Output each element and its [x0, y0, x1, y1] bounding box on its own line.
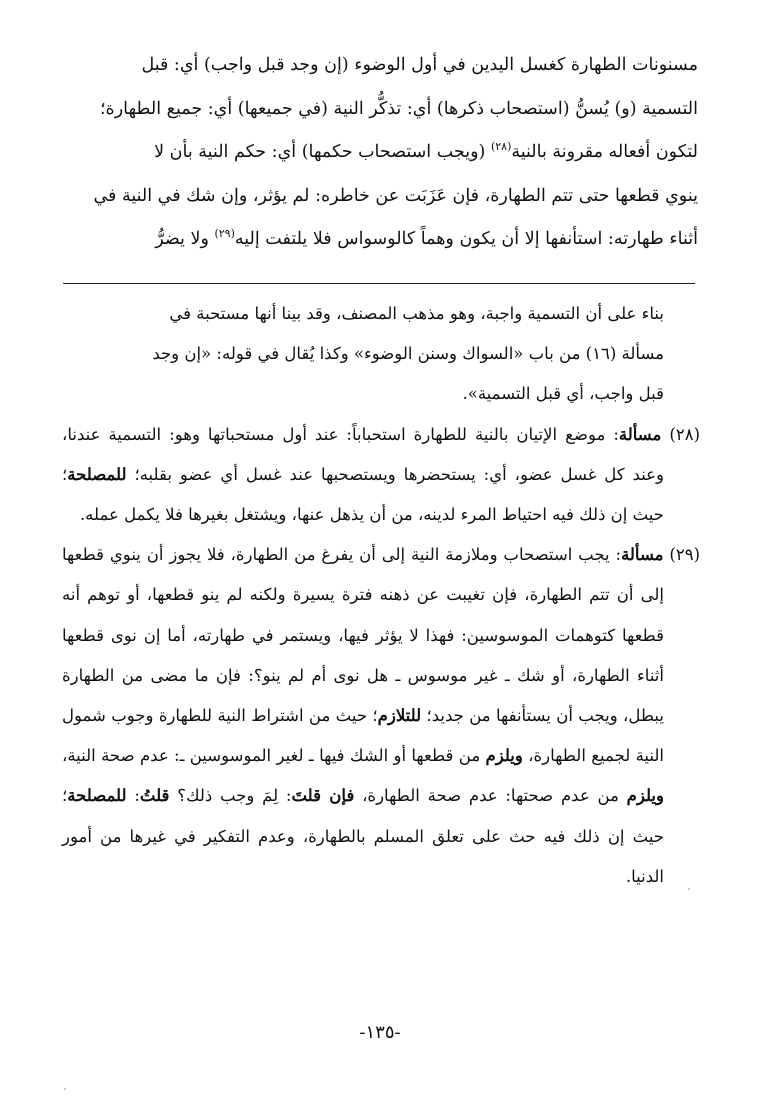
bold-term: قلتُ [139, 786, 170, 806]
scan-speck [64, 1088, 66, 1090]
footnote-text: : موضع الإتيان بالنية للطهارة استحباباً: عند أول مستحباتها وهو: [169, 424, 619, 444]
main-body-text [62, 44, 698, 262]
footnote-ref-29: (٢٩) [214, 227, 235, 241]
bold-term: فإن قلتَ [291, 786, 355, 806]
footnote-ref-28: (٢٨) [490, 140, 512, 154]
footnote-text: ؛ [62, 786, 68, 806]
footnote-text: : [126, 786, 140, 806]
footnote-text: حيث إن ذلك فيه حث على تعلق المسلم بالطهارة، وعدم التفكير في غيرها من [100, 826, 664, 846]
main-line: مسنونات الطهارة كغسل اليدين في أول الوضوء (إن وجد قبل واجب) أي: قبل [141, 55, 698, 75]
footnote-text: نوى أم لم ينو؟: فإن ما مضى من الطهارة يبطل، ويجب أن يستأنفها من جديد؛ [62, 665, 664, 726]
bold-term: للمصلحة [67, 464, 127, 484]
main-line-text: أثناء طهارته: استأنفها إلا أن يكون وهماً كالوسواس فلا يلتفت إليه [234, 229, 698, 249]
footnote-text: عدم صحتها: عدم صحة الطهارة، [354, 786, 590, 806]
footnote-text: في طهارته، أما إن نوى قطعها أثناء الطهارة، أو شك ـ غير موسوس ـ هل [62, 625, 664, 685]
footnote-line: بناء على أن التسمية واجبة، وهو مذهب المصنف، وقد بينا أنها مستحبة في [169, 304, 664, 323]
footnote-text: عنها، ويشتغل بغيرها فلا يكمل عمله. [79, 505, 325, 525]
footnote-separator [63, 283, 695, 284]
main-line-text: ولا يضرُّ [155, 229, 215, 249]
main-line: ينوي قطعها حتى تتم الطهارة، فإن عَزَبَت عن خاطره: لم يؤثر، وإن شك في النية في [93, 185, 698, 206]
footnote-text: : يجب استصحاب وملازمة النية إلى أن يفرغ من الطهارة، فلا يجوز أن [146, 545, 622, 565]
footnote-text: ؛ حيث إن ذلك فيه احتياط المرء لدينه، من أن يذهل [62, 464, 664, 525]
issue-label: مسألة [618, 424, 662, 444]
footnote-text: أي عضو بقلبه؛ [126, 464, 238, 484]
footnote-text: من قطعها أو الشك فيها ـ لغير الموسوسين ـ: عدم صحة النية، [62, 746, 486, 766]
footnote-text: ينوي قطعها إلى أن تتم الطهارة، فإن تغيبت عن ذهنه فترة يسيرة ولكنه لم ينو [62, 545, 664, 605]
footnote-text: من [597, 786, 627, 806]
footnote-text: ؛ حيث من اشتراط النية للطهارة وجوب شمول النية لجميع الطهارة، [62, 706, 665, 766]
footnote-continuation [62, 294, 700, 415]
footnote-28 [62, 415, 700, 536]
main-line-text: (ويجب استصحاب حكمها) أي: حكم النية بأن لا [154, 142, 491, 162]
main-line [62, 218, 698, 262]
footnote-number: (٢٩) [663, 545, 701, 565]
bold-term: للتلازم [377, 706, 422, 726]
issue-label: مسألة [621, 545, 664, 565]
main-line-text: لتكون أفعاله مقرونة بالنية [511, 142, 698, 162]
footnotes [62, 294, 700, 897]
bold-term: ويلزم [626, 786, 664, 806]
footnote-text: : لِمَ وجب ذلك؟ [169, 786, 292, 806]
bold-term: ويلزم [485, 746, 523, 766]
footnote-text: أمور الدنيا. [62, 826, 664, 886]
scan-speck [688, 888, 690, 890]
main-line [62, 131, 698, 175]
footnote-text: قطعها، أو توهم أنه قطعها كتوهمات الموسوسين: فهذا لا يؤثر فيها، ويستمر [62, 585, 665, 645]
footnote-text: التسمية عندنا، وعند كل غسل عضو، أي: يستحضرها ويستصحبها عند غسل [62, 424, 664, 484]
footnote-line: مسألة (١٦) من باب «السواك وسنن الوضوء» وكذا يُقال في قوله: «إن وجد [152, 344, 664, 364]
footnote-number: (٢٨) [661, 424, 700, 444]
main-line: التسمية (و) يُسنُّ (استصحاب ذكرها) أي: تذكُّر النية (في جميعها) أي: جميع الطهارة؛ [99, 98, 698, 119]
page-number: -١٣٥- [359, 1022, 401, 1043]
footnote-line: قبل واجب، أي قبل التسمية». [462, 384, 664, 404]
footnote-29 [62, 535, 700, 897]
bold-term: للمصلحة [67, 786, 127, 806]
